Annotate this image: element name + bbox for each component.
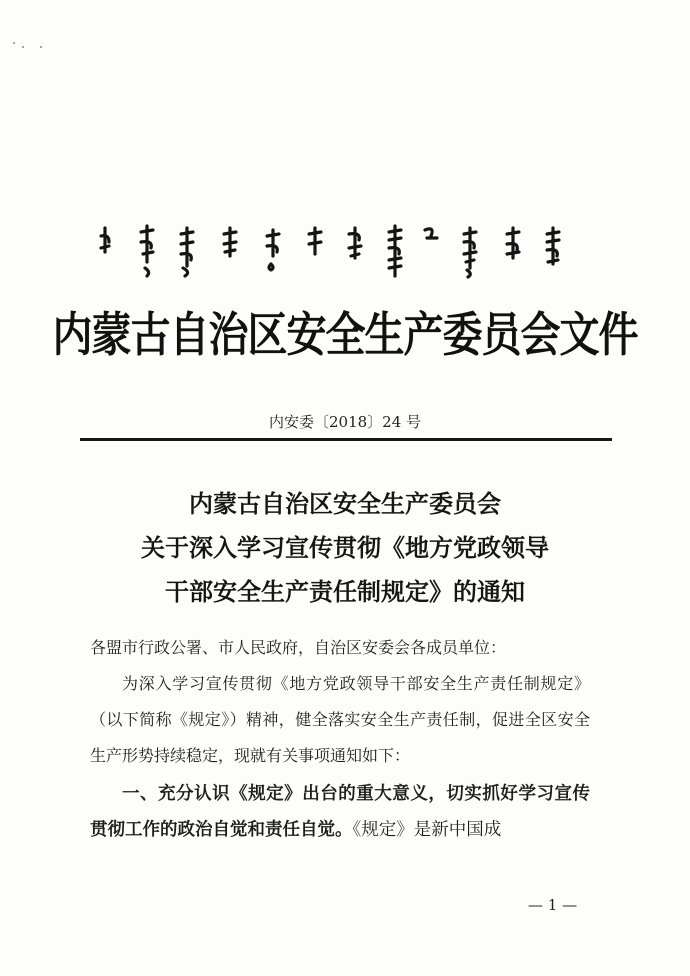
mongolian-script-icon: [95, 222, 565, 280]
addressee-line: 各盟市行政公署、市人民政府，自治区安委会各成员单位：: [90, 638, 507, 657]
scan-speck: [40, 46, 42, 48]
paragraph-2-tail: 《规定》是新中国成: [352, 820, 502, 840]
notice-title-line: 关于深入学习宣传贯彻《地方党政领导: [141, 533, 549, 562]
scan-speck: [22, 46, 24, 48]
scan-speck: [13, 42, 15, 44]
paragraph-2-heading: 一、充分认识《规定》出台的重大意义，切实抓好学习宣传贯彻工作的政治自觉和责任自觉。: [90, 784, 590, 840]
paragraph-2: [90, 776, 590, 848]
document-number: 内安委〔2018〕24 号: [268, 413, 422, 431]
mongolian-title: [95, 222, 565, 280]
page-number: — 1 —: [528, 896, 578, 914]
body-text: [90, 630, 590, 848]
paragraph-1: 为深入学习宣传贯彻《地方党政领导干部安全生产责任制规定》（以下简称《规定》）精神，健全落实安全生产责任制，促进全区安全生产形势持续稳定，现就有关事项通知如下：: [90, 674, 590, 765]
notice-title-line: 内蒙古自治区安全生产委员会: [189, 489, 501, 518]
issuer-title: 内蒙古自治区安全生产委员会文件: [52, 307, 638, 363]
notice-title: [0, 482, 690, 614]
header-divider: [80, 438, 612, 441]
notice-title-line: 干部安全生产责任制规定》的通知: [165, 577, 525, 606]
